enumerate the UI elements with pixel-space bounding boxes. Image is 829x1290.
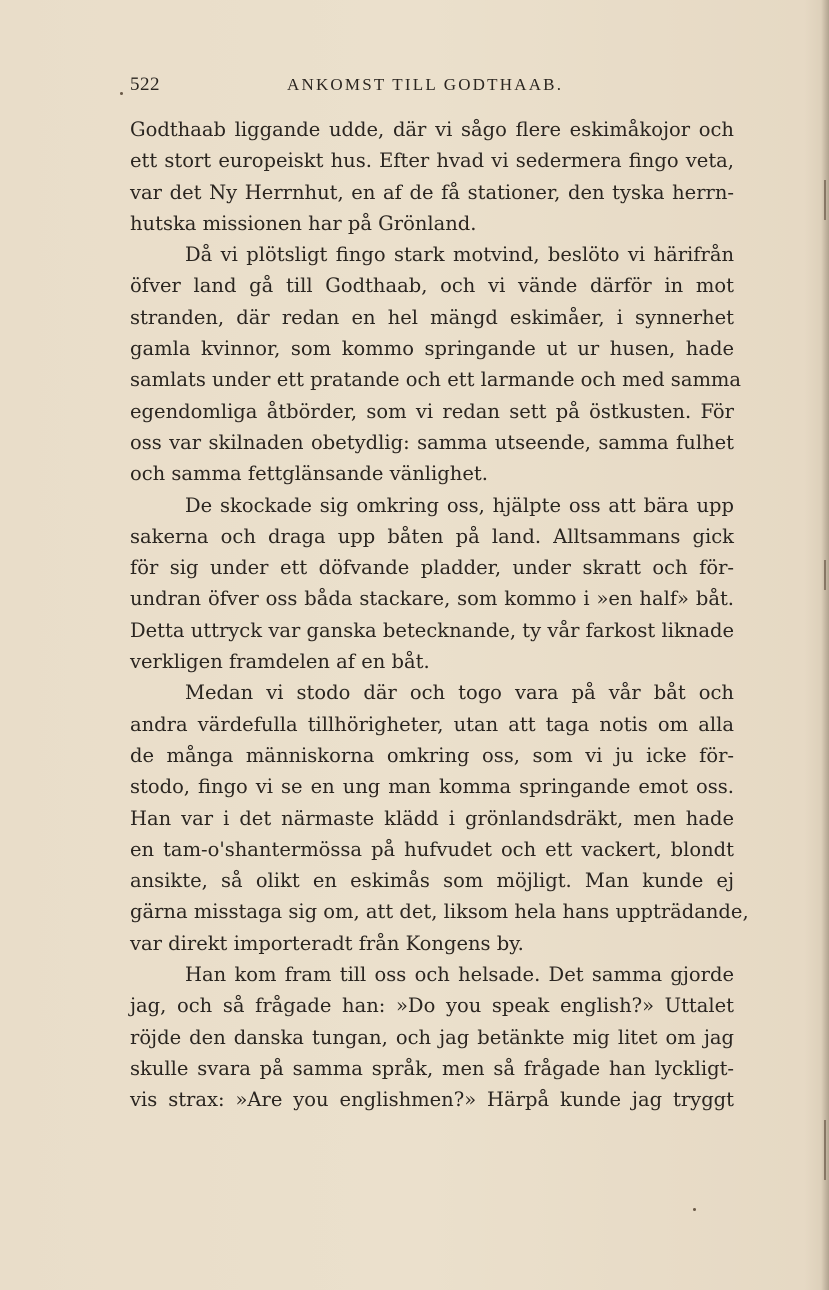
text-line: andra värdefulla tillhörigheter, utan att taga notis om alla xyxy=(130,712,734,736)
page-header xyxy=(130,74,734,102)
text-line: stranden, där redan en hel mängd eskimåer, i synnerhet xyxy=(130,305,734,329)
running-head: ANKOMST TILL GODTHAAB. xyxy=(287,75,564,94)
text-line: Då vi plötsligt fingo stark motvind, beslöto vi härifrån xyxy=(185,243,734,267)
text-line: de många människorna omkring oss, som vi ju icke för- xyxy=(130,743,734,767)
text-line: skulle svara på samma språk, men så frågade han lyckligt- xyxy=(130,1056,734,1080)
text-line: samlats under ett pratande och ett larmande och med samma xyxy=(130,368,742,392)
text-line: öfver land gå till Godthaab, och vi vände därför in mot xyxy=(130,274,734,298)
text-line: Han var i det närmaste klädd i grönlandsdräkt, men hade xyxy=(130,806,734,830)
text-line: Han kom fram till oss och helsade. Det samma gjorde xyxy=(185,963,734,987)
text-line: Detta uttryck var ganska betecknande, ty vår farkost liknade xyxy=(130,618,734,642)
text-line: gärna misstaga sig om, att det, liksom hela hans uppträdande, xyxy=(130,900,749,924)
text-line: Godthaab liggande udde, där vi sågo flere eskimåkojor och xyxy=(130,118,734,141)
text-line: egendomliga åtbörder, som vi redan sett på östkusten. För xyxy=(130,399,734,423)
text-line: gamla kvinnor, som kommo springande ut ur husen, hade xyxy=(130,337,734,361)
page-edge-mark xyxy=(824,1120,826,1180)
paragraph xyxy=(130,114,734,239)
text-line: stodo, fingo vi se en ung man komma springande emot oss. xyxy=(130,775,734,799)
page-number: 522 xyxy=(130,74,160,95)
text-line: för sig under ett döfvande pladder, under skratt och för- xyxy=(130,556,734,580)
text-line: en tam-o'shantermössa på hufvudet och ett vackert, blondt xyxy=(130,837,734,861)
paragraph xyxy=(130,239,742,489)
text-line: hutska missionen har på Grönland. xyxy=(130,211,477,235)
text-line: De skockade sig omkring oss, hjälpte oss att bära upp xyxy=(185,493,734,517)
paragraph xyxy=(130,677,749,959)
text-line: röjde den danska tungan, och jag betänkte mig litet om jag xyxy=(130,1025,734,1049)
text-line: undran öfver oss båda stackare, som kommo i »en half» båt. xyxy=(130,587,734,611)
page-edge-mark xyxy=(824,560,826,590)
text-line: och samma fettglänsande vänlighet. xyxy=(130,462,488,486)
text-line: ett stort europeiskt hus. Efter hvad vi sedermera fingo veta, xyxy=(130,149,734,173)
text-line: Medan vi stodo där och togo vara på vår båt och xyxy=(185,681,734,705)
text-line: verkligen framdelen af en båt. xyxy=(130,650,430,674)
text-line: var det Ny Herrnhut, en af de få stationer, den tyska herrn- xyxy=(130,180,734,204)
paragraph xyxy=(130,959,734,1115)
text-line: sakerna och draga upp båten på land. Alltsammans gick xyxy=(130,524,734,548)
text-line: oss var skilnaden obetydlig: samma utseende, samma fulhet xyxy=(130,430,734,454)
stray-mark xyxy=(120,92,123,95)
text-line: var direkt importeradt från Kongens by. xyxy=(130,931,524,955)
text-line: jag, och så frågade han: »Do you speak english?» Uttalet xyxy=(130,994,734,1018)
text-line: ansikte, så olikt en eskimås som möjligt. Man kunde ej xyxy=(130,869,734,893)
page-edge-mark xyxy=(824,180,826,220)
body-text xyxy=(130,114,749,1116)
text-line: vis strax: »Are you englishmen?» Härpå kunde jag tryggt xyxy=(130,1088,734,1112)
stray-mark xyxy=(693,1208,696,1211)
paragraph xyxy=(130,490,734,678)
